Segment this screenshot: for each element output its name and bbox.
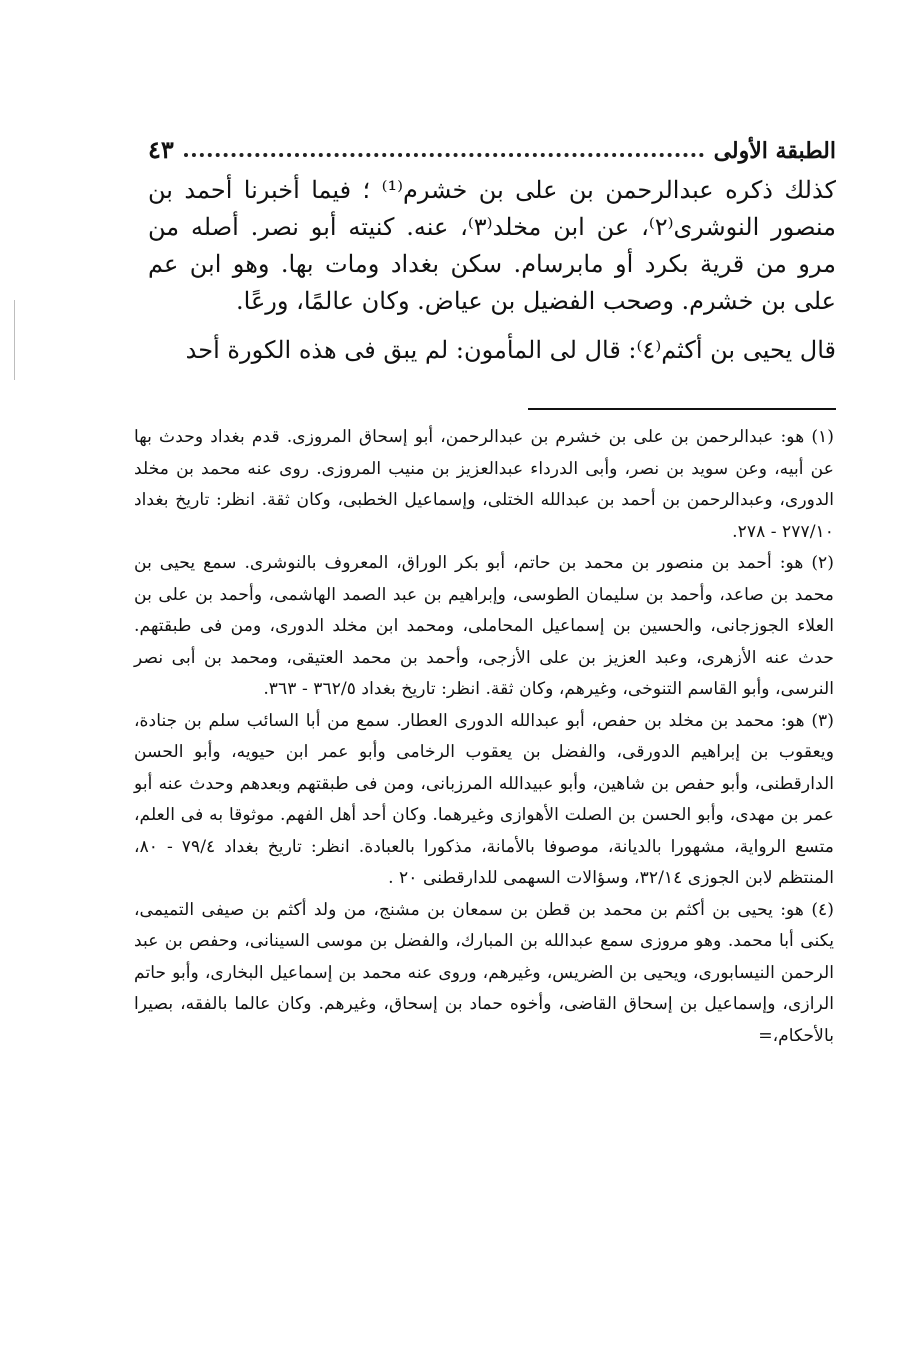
dot-leader xyxy=(184,153,704,157)
scan-margin-mark xyxy=(14,300,15,380)
footnote-1: (١) هو: عبدالرحمن بن على بن خشرم بن عبدالرحمن، أبو إسحاق المروزى. قدم بغداد وحدث بها عن أبيه، وعن سويد بن نصر، وأبى الدرداء عبدالعزيز بن منيب المروزى. روى عنه محمد بن مخلد الدورى، وعبدالرحمن بن أحمد بن عبدالله الختلى، وإسماعيل الخطبى، وكان ثقة. انظر: تاريخ بغداد ٢٧٧/١٠ - ٢٧٨. xyxy=(134,427,834,542)
footnote-2: (٢) هو: أحمد بن منصور بن محمد بن حاتم، أبو بكر الوراق، المعروف بالنوشرى. سمع يحيى بن محمد بن صاعد، وأحمد بن سليمان الطوسى، وإبراهيم بن عبد الصمد الهاشمى، وأحمد بن على بن العلاء الجوزجانى، والحسين بن إسماعيل المحاملى، ومحمد ابن مخلد الدورى، ومن فى طبقتهم. حدث عنه الأزهرى، وعبد العزيز بن على الأزجى، وأحمد بن محمد العتيقى، ومحمد بن أبى نصر النرسى، وأبو القاسم التنوخى، وغيرهم، وكان ثقة. انظر: تاريخ بغداد ٣٦٢/٥ - ٣٦٣. xyxy=(134,553,834,699)
page-number: ٤٣ xyxy=(148,135,174,164)
running-title: الطبقة الأولى xyxy=(713,138,836,164)
footnote-3: (٣) هو: محمد بن مخلد بن حفص، أبو عبدالله الدورى العطار. سمع من أبا السائب سلم بن جنادة، ويعقوب بن إبراهيم الدورقى، والفضل بن يعقوب الرخامى وأبو عمر ابن حيويه، وأبو الحسن الدارقطنى، وأبو حفص بن شاهين، وأبو عبيدالله المرزبانى، ومن فى طبقتهم وبعدهم وحدث عنه أبو عمر بن مهدى، وأبو الحسن بن الصلت الأهوازى وغيرهما. وكان أحد أهل الفهم. موثوقا به فى العلم، متسع الرواية، مشهورا بالديانة، موصوفا بالأمانة، مذكورا بالعبادة. انظر: تاريخ بغداد ٧٩/٤ - ٨٠، المنتظم لابن الجوزى ٣٢/١٤، وسؤالات السهمى للدارقطنى ٢٠ . xyxy=(134,710,835,888)
main-text xyxy=(148,172,836,369)
footnote-separator xyxy=(528,408,836,410)
page-header xyxy=(148,122,836,164)
main-paragraph-2: قال يحيى بن أكثم⁽٤⁾: قال لى المأمون: لم يبق فى هذه الكورة أحد xyxy=(185,336,836,364)
main-paragraph-1: كذلك ذكره عبدالرحمن بن على بن خشرم⁽¹⁾ ؛ فيما أخبرنا أحمد بن منصور النوشرى⁽٢⁾، عن ابن مخلد⁽٣⁾، عنه. كنيته أبو نصر. أصله من مرو من قرية بكرد أو مابرسام. سكن بغداد ومات بها. وهو ابن عم على بن خشرم. وصحب الفضيل بن عياض. وكان عالمًا، ورعًا. xyxy=(148,176,836,315)
footnote-4: (٤) هو: يحيى بن أكثم بن محمد بن قطن بن سمعان بن مشنج، من ولد أكثم بن صيفى التميمى، يكنى أبا محمد. وهو مروزى سمع عبدالله بن المبارك، والفضل بن موسى السينانى، وحفص بن عبد الرحمن النيسابورى، ويحيى بن الضريس، وغيرهم، وروى عنه محمد بن إسماعيل البخارى، وأبو حاتم الرازى، وإسماعيل بن إسحاق القاضى، وأخوه حماد بن إسحاق، وغيرهم. وكان عالما بالفقه، بصيرا بالأحكام،= xyxy=(134,899,834,1046)
footnotes xyxy=(134,422,834,1052)
